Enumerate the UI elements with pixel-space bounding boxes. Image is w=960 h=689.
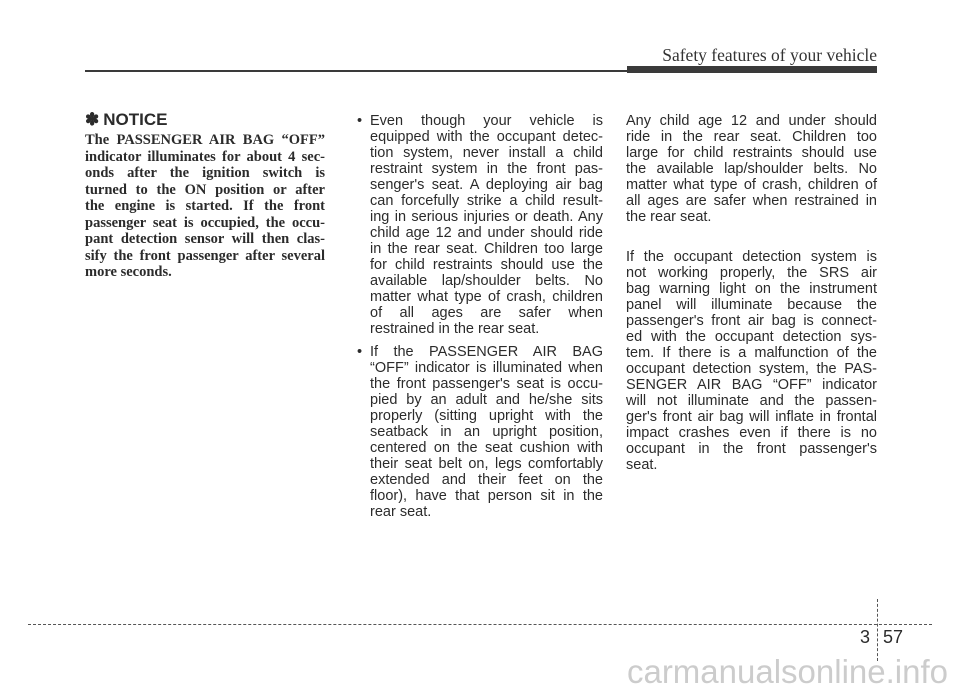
bullet-text-line: Even though your vehicle is: [370, 113, 603, 129]
notice-text-line: the engine is started. If the front: [85, 198, 325, 214]
bullet-icon: •: [357, 344, 363, 360]
bullet-text-line: senger's seat. A deploying air bag: [370, 177, 603, 193]
paragraph-text-line: seat.: [626, 457, 658, 473]
notice-body: [85, 132, 325, 281]
bullet-text-line: of all ages are safer when: [370, 305, 603, 321]
bullet-text-line: pied by an adult and he/she sits: [370, 392, 603, 408]
notice-asterisk-icon: ✽: [85, 110, 100, 129]
paragraph-text-line: ger's front air bag will inflate in frontal: [626, 409, 877, 425]
bullet-text-line: in the rear seat. Children too large: [370, 241, 603, 257]
bullet-text-line: equipped with the occupant detec-: [370, 129, 603, 145]
notice-text-line: The PASSENGER AIR BAG “OFF”: [85, 132, 325, 148]
bullet-text-line: extended and their feet on the: [370, 472, 603, 488]
bullet-item: [356, 344, 603, 520]
notice-text-line: indicator illuminates for about 4 sec-: [85, 148, 325, 165]
bullet-text-line: centered on the seat cushion with: [370, 440, 603, 456]
bullet-text-line: tion system, never install a child: [370, 145, 603, 161]
paragraph-text-line: If the occupant detection system is: [626, 249, 877, 265]
bullet-text-line: ing in serious injuries or death. Any: [370, 209, 603, 225]
paragraph-text-line: matter what type of crash, children of: [626, 177, 877, 193]
paragraph-text-line: not working properly, the SRS air: [626, 265, 877, 281]
bullet-text-line: restrained in the rear seat.: [370, 321, 540, 337]
paragraph-text-line: tem. If there is a malfunction of the: [626, 345, 877, 361]
notice-heading-label: NOTICE: [103, 110, 168, 129]
watermark: carmanualsonline.info: [626, 653, 948, 689]
bullet-text-line: matter what type of crash, children: [370, 289, 603, 305]
paragraph-text-line: panel will illuminate because the: [626, 297, 877, 313]
bullet-text-line: their seat belt on, legs comfortably: [370, 456, 603, 472]
notice-text-line: passenger seat is occupied, the occu-: [85, 214, 325, 231]
paragraph-text-line: the available lap/shoulder belts. No: [626, 161, 877, 177]
notice-text-line: sify the front passenger after several: [85, 247, 325, 264]
bullet-icon: •: [357, 113, 363, 129]
paragraph-text-line: bag warning light on the instrument: [626, 281, 877, 297]
chapter-number: 3: [859, 627, 870, 647]
paragraph-text-line: SENGER AIR BAG “OFF” indicator: [626, 377, 877, 393]
bullet-text-line: can forcefully strike a child result-: [370, 193, 603, 209]
paragraph-text-line: Any child age 12 and under should: [626, 113, 877, 129]
footer-dashed-rule: [28, 624, 932, 625]
footer-dashed-divider: [877, 599, 878, 661]
paragraph-text-line: occupant detection system, the PAS-: [626, 361, 877, 377]
paragraph-text-line: passenger's front air bag is connect-: [626, 313, 877, 329]
notice-text-line: pant detection sensor will then clas-: [85, 231, 325, 247]
page-number: 57: [883, 627, 904, 647]
paragraph: [626, 113, 877, 225]
bullet-text-line: If the PASSENGER AIR BAG: [370, 344, 603, 360]
paragraph-text-line: occupant in the front passenger's: [626, 441, 877, 457]
header-rule-thin: [85, 70, 627, 72]
right-column: [626, 113, 877, 473]
header-rule-thick: [627, 66, 877, 73]
middle-column: [356, 113, 603, 520]
bullet-text-line: child age 12 and under should ride: [370, 225, 603, 241]
paragraph-text-line: ed with the occupant detection sys-: [626, 329, 877, 345]
bullet-text-line: the front passenger's seat is occu-: [370, 376, 603, 392]
bullet-text-line: seatback in an upright position,: [370, 424, 603, 440]
bullet-text-line: for child restraints should use the: [370, 257, 603, 273]
section-title: Safety features of your vehicle: [662, 45, 877, 65]
notice-text-line: onds after the ignition switch is: [85, 165, 325, 181]
paragraph-text-line: ride in the rear seat. Children too: [626, 129, 877, 145]
paragraph-text-line: will not illuminate and the passen-: [626, 393, 877, 409]
bullet-text-line: restraint system in the front pas-: [370, 161, 603, 177]
bullet-text-line: floor), have that person sit in the: [370, 488, 603, 504]
notice-heading: [85, 110, 167, 130]
bullet-text-line: “OFF” indicator is illuminated when: [370, 360, 603, 376]
bullet-item: [356, 113, 603, 337]
paragraph: [626, 249, 877, 473]
paragraph-text-line: all ages are safer when restrained in: [626, 193, 877, 209]
paragraph-text-line: large for child restraints should use: [626, 145, 877, 161]
bullet-text-line: rear seat.: [370, 504, 432, 520]
paragraph-text-line: the rear seat.: [626, 209, 712, 225]
bullet-text-line: properly (sitting upright with the: [370, 408, 603, 424]
notice-text-line: more seconds.: [85, 264, 172, 280]
notice-text-line: turned to the ON position or after: [85, 181, 325, 198]
paragraph-text-line: impact crashes even if there is no: [626, 425, 877, 441]
bullet-text-line: available lap/shoulder belts. No: [370, 273, 603, 289]
